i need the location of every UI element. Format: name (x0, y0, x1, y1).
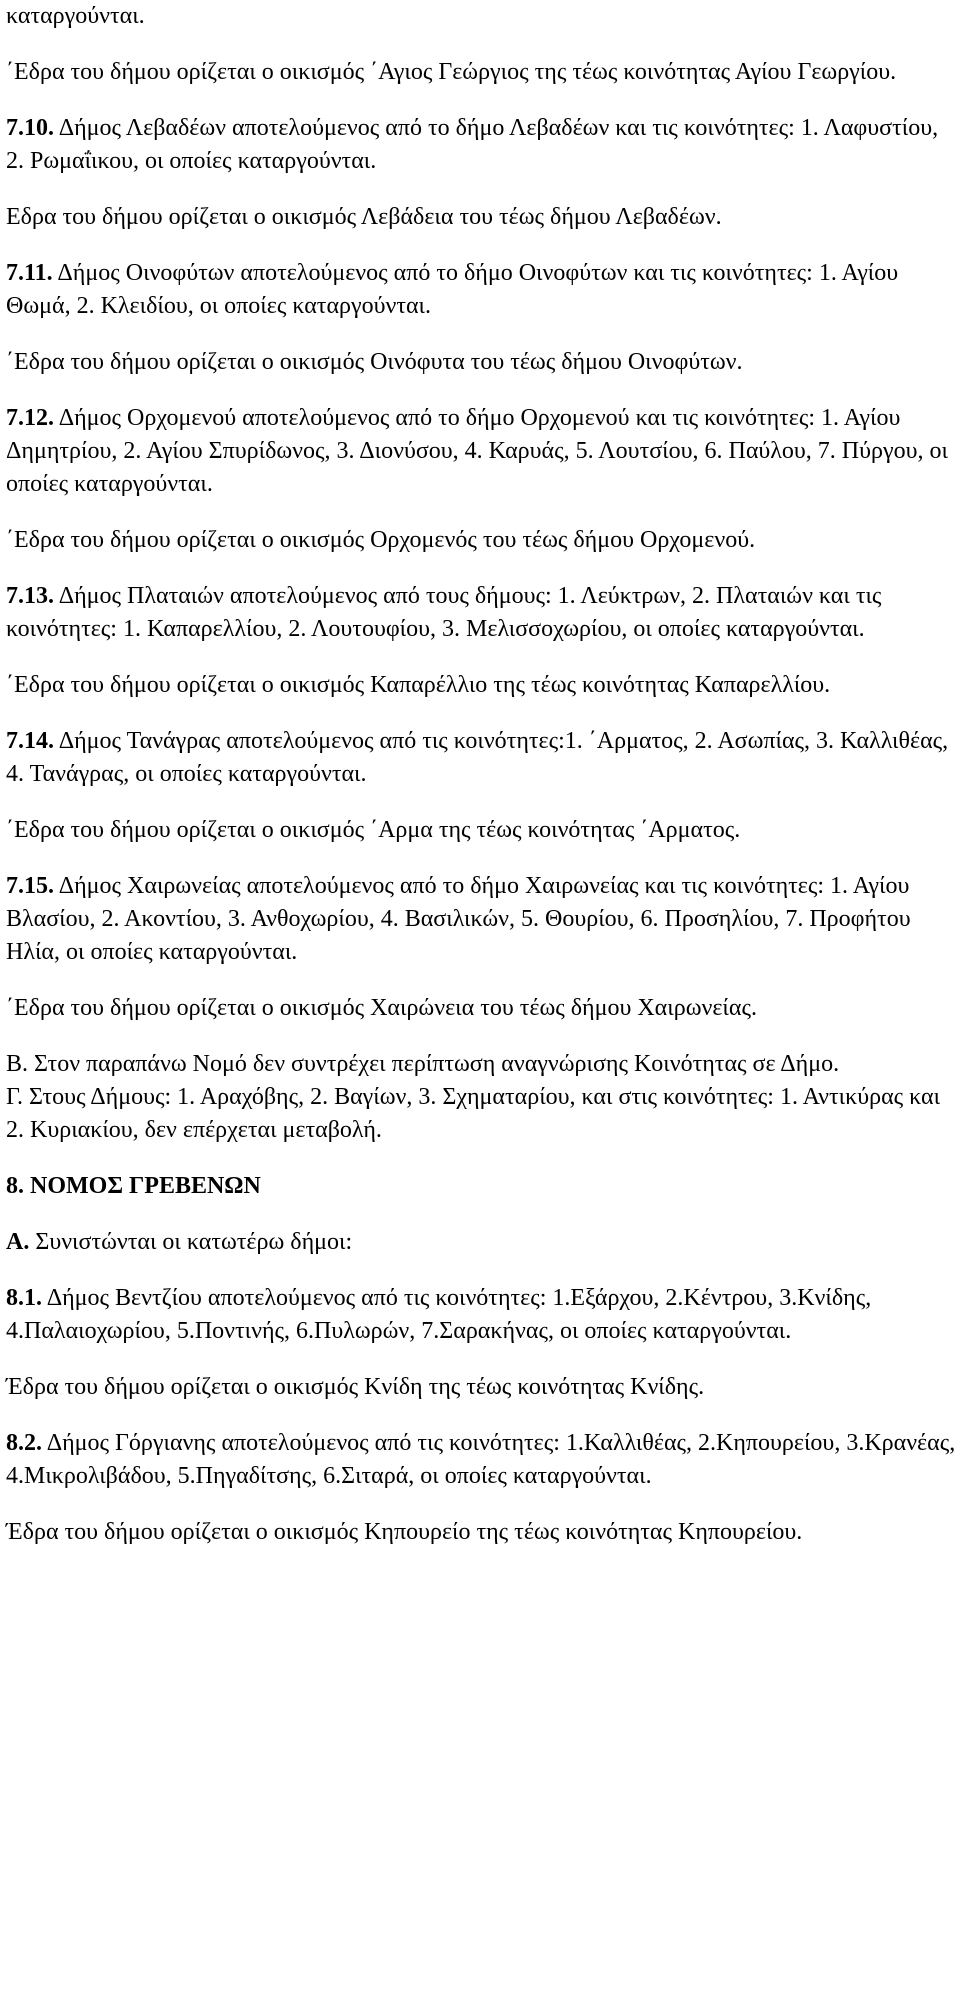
paragraph-text: Συνιστώνται οι κατωτέρω δήμοι: (35, 1229, 353, 1255)
paragraph-text: ΄Εδρα του δήμου ορίζεται ο οικισμός Οινόφυτα του τέως δήμου Οινοφύτων. (6, 349, 743, 375)
article-number: 7.12. (6, 405, 54, 431)
paragraph-text: Β. Στον παραπάνω Νομό δεν συντρέχει περίπτωση αναγνώρισης Κοινότητας σε Δήμο. (6, 1051, 840, 1077)
paragraph-text: Δήμος Οινοφύτων αποτελούμενος από το δήμο Οινοφύτων και τις κοινότητες: 1. Αγίου Θωμά, 2. Κλειδίου, οι οποίες καταργούνται. (6, 260, 899, 319)
article-number: 7.15. (6, 873, 54, 899)
section-letter: Α. (6, 1229, 30, 1255)
paragraph-seat (6, 669, 956, 702)
paragraph-article-8-2 (6, 1427, 956, 1493)
prefecture-heading (6, 1170, 956, 1203)
paragraph-text: Δήμος Ορχομενού αποτελούμενος από το δήμο Ορχομενού και τις κοινότητες: 1. Αγίου Δημητρίου, 2. Αγίου Σπυρίδωνος, 3. Διονύσου, 4. Καρυάς, 5. Λουτσίου, 6. Παύλου, 7. Πύργου, οι οποίες καταργούνται. (6, 405, 948, 497)
paragraph-text: Εδρα του δήμου ορίζεται ο οικισμός Λεβάδεια του τέως δήμου Λεβαδέων. (6, 204, 722, 230)
paragraph-text: ΄Εδρα του δήμου ορίζεται ο οικισμός Ορχομενός του τέως δήμου Ορχομενού. (6, 527, 756, 553)
paragraph-text: ΄Εδρα του δήμου ορίζεται ο οικισμός ΄Αγιος Γεώργιος της τέως κοινότητας Αγίου Γεωργίου. (6, 59, 897, 85)
article-number: 8.1. (6, 1285, 42, 1311)
paragraph-article-8-1 (6, 1282, 956, 1348)
heading-text: 8. ΝΟΜΟΣ ΓΡΕΒΕΝΩΝ (6, 1173, 261, 1199)
paragraph-text: Δήμος Πλαταιών αποτελούμενος από τους δήμους: 1. Λεύκτρων, 2. Πλαταιών και τις κοινότητες: 1. Καπαρελλίου, 2. Λουτουφίου, 3. Μελισσοχωρίου, οι οποίες καταργούνται. (6, 583, 882, 642)
paragraph-seat (6, 346, 956, 379)
paragraph-continuation (6, 0, 956, 33)
paragraph-article-7-12 (6, 402, 956, 501)
paragraph-article-7-13 (6, 580, 956, 646)
document-page (6, 0, 956, 1549)
article-number: 7.13. (6, 583, 54, 609)
paragraph-text: καταργούνται. (6, 3, 145, 29)
paragraph-seat (6, 1371, 956, 1404)
paragraph-text: Δήμος Χαιρωνείας αποτελούμενος από το δήμο Χαιρωνείας και τις κοινότητες: 1. Αγίου Βλασίου, 2. Ακοντίου, 3. Ανθοχωρίου, 4. Βασιλικών, 5. Θουρίου, 6. Προσηλίου, 7. Προφήτου Ηλία, οι οποίες καταργούνται. (6, 873, 911, 965)
paragraph-seat (6, 992, 956, 1025)
paragraph-seat (6, 814, 956, 847)
paragraph-article-7-10 (6, 112, 956, 178)
paragraph-text: Έδρα του δήμου ορίζεται ο οικισμός Κνίδη της τέως κοινότητας Κνίδης. (6, 1374, 705, 1400)
article-number: 7.14. (6, 728, 54, 754)
paragraph-section-c (6, 1081, 956, 1147)
paragraph-seat (6, 56, 956, 89)
article-number: 8.2. (6, 1430, 42, 1456)
paragraph-text: ΄Εδρα του δήμου ορίζεται ο οικισμός ΄Αρμα της τέως κοινότητας ΄Αρματος. (6, 817, 741, 843)
paragraph-text: ΄Εδρα του δήμου ορίζεται ο οικισμός Χαιρώνεια του τέως δήμου Χαιρωνείας. (6, 995, 757, 1021)
paragraph-text: Δήμος Γόργιανης αποτελούμενος από τις κοινότητες: 1.Καλλιθέας, 2.Κηπουρείου, 3.Κρανέας, 4.Μικρολιβάδου, 5.Πηγαδίτσης, 6.Σιταρά, οι οποίες καταργούνται. (6, 1430, 956, 1489)
paragraph-seat (6, 1516, 956, 1549)
paragraph-text: Δήμος Λεβαδέων αποτελούμενος από το δήμο Λεβαδέων και τις κοινότητες: 1. Λαφυστίου, 2. Ρωμαΐικου, οι οποίες καταργούνται. (6, 115, 939, 174)
paragraph-article-7-14 (6, 725, 956, 791)
paragraph-article-7-15 (6, 870, 956, 969)
paragraph-text: ΄Εδρα του δήμου ορίζεται ο οικισμός Καπαρέλλιο της τέως κοινότητας Καπαρελλίου. (6, 672, 831, 698)
paragraph-seat (6, 524, 956, 557)
paragraph-text: Δήμος Βεντζίου αποτελούμενος από τις κοινότητες: 1.Εξάρχου, 2.Κέντρου, 3.Κνίδης, 4.Παλαιοχωρίου, 5.Ποντινής, 6.Πυλωρών, 7.Σαρακήνας, οι οποίες καταργούνται. (6, 1285, 872, 1344)
paragraph-section-a (6, 1226, 956, 1259)
paragraph-section-b (6, 1048, 956, 1081)
paragraph-text: Έδρα του δήμου ορίζεται ο οικισμός Κηπουρείο της τέως κοινότητας Κηπουρείου. (6, 1519, 803, 1545)
paragraph-article-7-11 (6, 257, 956, 323)
article-number: 7.10. (6, 115, 54, 141)
paragraph-text: Γ. Στους Δήμους: 1. Αραχόβης, 2. Βαγίων, 3. Σχηματαρίου, και στις κοινότητες: 1. Αντικύρας και 2. Κυριακίου, δεν επέρχεται μεταβολή. (6, 1084, 941, 1143)
paragraph-text: Δήμος Τανάγρας αποτελούμενος από τις κοινότητες:1. ΄Αρματος, 2. Ασωπίας, 3. Καλλιθέας, 4. Τανάγρας, οι οποίες καταργούνται. (6, 728, 949, 787)
article-number: 7.11. (6, 260, 53, 286)
paragraph-seat (6, 201, 956, 234)
